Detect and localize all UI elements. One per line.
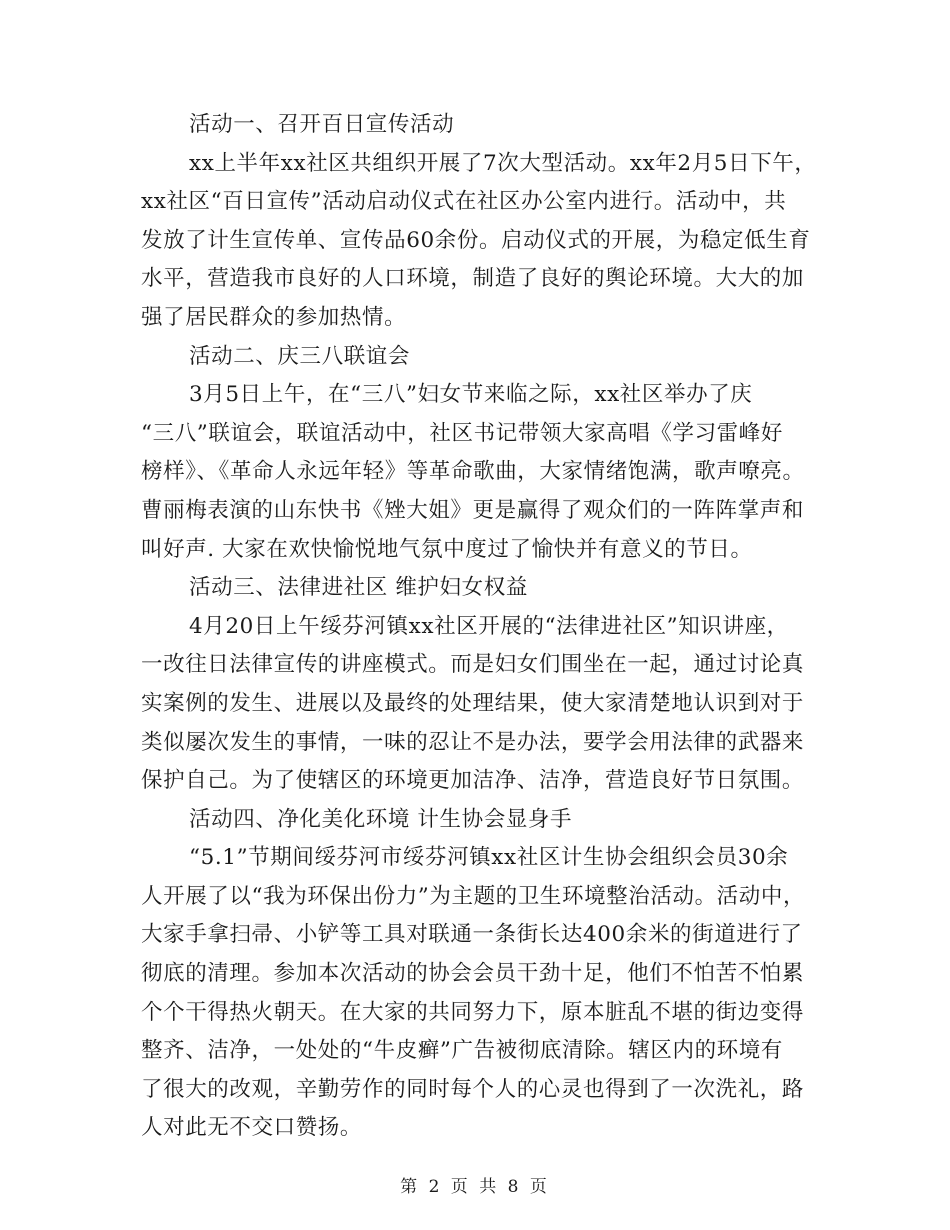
- text-line: xx社区“百日宣传”活动启动仪式在社区办公室内进行。活动中，共: [141, 189, 787, 215]
- text-line: 曹丽梅表演的山东快书《矬大姐》更是赢得了观众们的一阵阵掌声和: [141, 497, 805, 523]
- text-line: 保护自己。为了使辖区的环境更加洁净、洁净，营造良好节日氛围。: [141, 768, 805, 794]
- text-line: 实案例的发生、进展以及最终的处理结果，使大家清楚地认识到对于: [141, 690, 805, 716]
- text-line: “5.1”节期间绥芬河市绥芬河镇xx社区计生协会组织会员30余: [189, 845, 789, 871]
- text-line: 整齐、洁净，一处处的“牛皮癣”广告被彻底清除。辖区内的环境有: [141, 1038, 783, 1064]
- text-line: 叫好声. 大家在欢快愉悦地气氛中度过了愉快并有意义的节日。: [141, 536, 753, 562]
- text-line: xx上半年xx社区共组织开展了7次大型活动。xx年2月5日下午，: [189, 150, 817, 176]
- text-line: 活动一、召开百日宣传活动: [189, 112, 455, 137]
- text-line: 人对此无不交口赞扬。: [141, 1115, 363, 1141]
- text-line: 水平，营造我市良好的人口环境，制造了良好的舆论环境。大大的加: [141, 266, 805, 292]
- text-line: 大家手拿扫帚、小铲等工具对联通一条街长达400余米的街道进行了: [141, 922, 803, 948]
- text-line: 一改往日法律宣传的讲座模式。而是妇女们围坐在一起，通过讨论真: [141, 652, 805, 678]
- text-line: 活动二、庆三八联谊会: [189, 343, 411, 369]
- page-footer: 第 2 页 共 8 页: [400, 1177, 550, 1197]
- text-line: 彻底的清理。参加本次活动的协会会员干劲十足，他们不怕苦不怕累: [141, 961, 805, 987]
- text-line: 活动三、法律进社区 维护妇女权益: [189, 575, 528, 601]
- text-line: “三八”联谊会，联谊活动中，社区书记带领大家高唱《学习雷峰好: [141, 420, 783, 446]
- text-line: 强了居民群众的参加热情。: [141, 304, 407, 330]
- text-line: 人开展了以“我为环保出份力”为主题的卫生环境整治活动。活动中，: [141, 883, 806, 909]
- text-line: 4月20日上午绥芬河镇xx社区开展的“法律进社区”知识讲座，: [189, 613, 789, 639]
- text-line: 类似屡次发生的事情，一味的忍让不是办法，要学会用法律的武器来: [141, 729, 805, 755]
- text-line: 榜样》、《革命人永远年轻》等革命歌曲，大家情绪饱满，歌声嘹亮。: [141, 459, 805, 485]
- text-line: 个个干得热火朝天。在大家的共同努力下，原本脏乱不堪的街边变得: [141, 999, 805, 1025]
- text-line: 活动四、净化美化环境 计生协会显身手: [189, 806, 573, 832]
- text-line: 3月5日上午，在“三八”妇女节来临之际，xx社区举办了庆: [189, 382, 753, 408]
- text-line: 了很大的改观，辛勤劳作的同时每个人的心灵也得到了一次洗礼，路: [141, 1076, 805, 1102]
- text-line: 发放了计生宣传单、宣传品60余份。启动仪式的开展，为稳定低生育: [141, 227, 811, 253]
- document-body: [141, 106, 817, 1148]
